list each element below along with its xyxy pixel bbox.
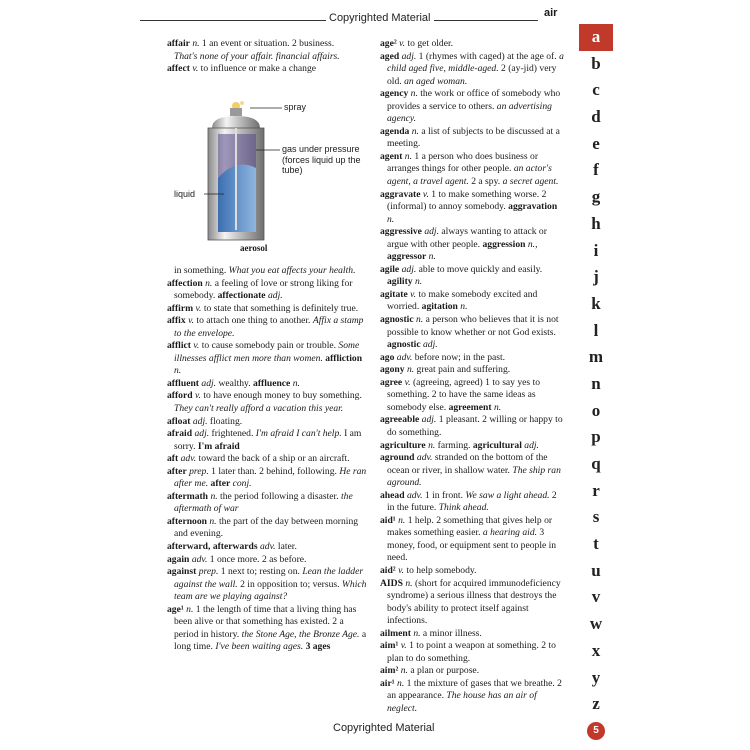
dictionary-entry bbox=[167, 541, 367, 554]
dictionary-entry bbox=[380, 515, 566, 565]
dictionary-entry bbox=[380, 440, 566, 453]
dictionary-entry bbox=[380, 314, 566, 352]
dictionary-entry bbox=[380, 665, 566, 678]
entry-example: an advertising agency. bbox=[387, 100, 552, 125]
dictionary-entry bbox=[167, 38, 367, 51]
dictionary-entry bbox=[167, 303, 367, 316]
dictionary-entry bbox=[380, 452, 566, 490]
entry-headword: affection bbox=[167, 277, 203, 289]
entry-definition: to help somebody. bbox=[404, 564, 477, 576]
entry-part-of-speech: v. bbox=[410, 288, 417, 300]
dictionary-entry bbox=[167, 566, 367, 604]
entry-part-of-speech: v. bbox=[193, 340, 200, 352]
entry-part-of-speech: n. bbox=[210, 490, 218, 502]
entry-headword: age² bbox=[380, 38, 397, 49]
dictionary-entry bbox=[380, 289, 566, 314]
alphabet-tab-i: i bbox=[593, 240, 599, 260]
entry-example: They can't really afford a vacation this year. bbox=[174, 403, 344, 415]
entry-example: I've been waiting ages. bbox=[215, 641, 304, 653]
dictionary-entry bbox=[167, 340, 367, 378]
entry-part-of-speech: v. bbox=[195, 302, 202, 314]
entry-headword: aid¹ bbox=[380, 514, 396, 526]
alphabet-tab-w: w bbox=[589, 614, 603, 634]
entry-headword: again bbox=[167, 553, 190, 565]
entry-headword: afternoon bbox=[167, 515, 207, 527]
alphabet-tab-v: v bbox=[591, 587, 601, 607]
entry-part-of-speech: n. bbox=[493, 401, 502, 413]
dictionary-entry bbox=[167, 390, 367, 415]
entry-part-of-speech: prep. bbox=[198, 566, 219, 578]
entry-definition: 1 to point a weapon at something. 2 to plan to do something. bbox=[387, 640, 556, 664]
entry-headword: agree bbox=[380, 376, 403, 388]
entry-definition: a feeling of love or strong liking for somebody. bbox=[174, 277, 353, 302]
entry-part-of-speech: adj. bbox=[524, 439, 539, 451]
entry-derived-word: agitation bbox=[421, 301, 458, 313]
entry-part-of-speech: adv. bbox=[180, 453, 197, 465]
entry-headword: afraid bbox=[167, 428, 193, 440]
entry-derived-word: I'm afraid bbox=[197, 440, 240, 452]
entry-part-of-speech: v. bbox=[399, 38, 406, 49]
entry-headword: affect bbox=[167, 63, 190, 75]
entry-definition: 2 in opposition to; versus. bbox=[237, 578, 342, 590]
alphabet-tab-a: a bbox=[579, 24, 613, 51]
alphabet-tab-z: z bbox=[592, 694, 600, 714]
entry-example: We saw a light ahead. bbox=[465, 489, 550, 501]
entry-part-of-speech: adv. bbox=[259, 541, 276, 553]
entry-part-of-speech: n., bbox=[527, 238, 538, 250]
entry-part-of-speech: adv. bbox=[396, 351, 413, 363]
dictionary-entry bbox=[380, 126, 566, 151]
entry-definition: floating. bbox=[207, 415, 243, 427]
entry-part-of-speech: n. bbox=[404, 150, 412, 162]
dictionary-entry bbox=[167, 466, 367, 491]
entry-definition: to make somebody excited and worried. bbox=[387, 288, 538, 313]
alphabet-index bbox=[579, 24, 613, 718]
entry-part-of-speech: n. bbox=[415, 314, 424, 326]
left-column-top bbox=[167, 38, 367, 76]
entry-headword: ailment bbox=[380, 627, 411, 639]
entry-headword: aggressive bbox=[380, 226, 422, 238]
entry-definition: 3 money, food, or equipment sent to people in need. bbox=[387, 527, 557, 564]
alphabet-tab-t: t bbox=[593, 534, 599, 554]
dictionary-entry bbox=[167, 491, 367, 516]
page-number: 5 bbox=[587, 722, 605, 740]
alphabet-tab-j: j bbox=[593, 267, 599, 287]
entry-headword: aim¹ bbox=[380, 640, 399, 652]
entry-headword: age¹ bbox=[167, 603, 184, 615]
entry-definition: 1 (rhymes with caged) at the age of. bbox=[416, 50, 560, 62]
entry-headword: agriculture bbox=[380, 439, 426, 451]
dictionary-entry bbox=[380, 51, 566, 89]
dictionary-entry bbox=[380, 640, 566, 665]
entry-derived-word: agnostic bbox=[387, 339, 421, 351]
entry-derived-word: affectionate bbox=[217, 290, 266, 302]
entry-definition: to attach one thing to another. bbox=[194, 315, 313, 327]
entry-headword: affix bbox=[167, 315, 186, 327]
aerosol-can-icon bbox=[170, 98, 370, 258]
entry-headword: agent bbox=[380, 150, 403, 162]
entry-part-of-speech: n. bbox=[192, 38, 200, 49]
entry-headword: against bbox=[167, 566, 197, 578]
label-liquid: liquid bbox=[174, 189, 196, 199]
entry-example: a secret agent. bbox=[502, 176, 559, 188]
entry-definition: 2 a spy. bbox=[468, 176, 503, 188]
entry-part-of-speech: n. bbox=[205, 277, 213, 289]
entry-part-of-speech: n. bbox=[413, 627, 421, 639]
entry-definition: the work or office of somebody who provides a service to others. bbox=[387, 88, 561, 112]
alphabet-tab-y: y bbox=[591, 667, 601, 687]
entry-definition: the period following a disaster. bbox=[217, 490, 342, 502]
dictionary-entry bbox=[167, 378, 367, 391]
entry-definition: later. bbox=[275, 541, 297, 553]
alphabet-tab-c: c bbox=[592, 80, 600, 100]
entry-part-of-speech: n. bbox=[460, 301, 468, 313]
entry-part-of-speech: v. bbox=[404, 376, 411, 388]
dictionary-entry bbox=[380, 352, 566, 365]
entry-headword: afflict bbox=[167, 340, 191, 352]
entry-example: an actor's agent, a travel agent. bbox=[387, 163, 552, 188]
entry-derived-word: affliction bbox=[325, 352, 363, 364]
dictionary-entry bbox=[167, 604, 367, 654]
entry-part-of-speech: n. bbox=[400, 665, 408, 677]
alphabet-tab-u: u bbox=[591, 560, 601, 580]
entry-headword: aftermath bbox=[167, 490, 209, 502]
entry-part-of-speech: adj. bbox=[201, 377, 217, 389]
entry-derived-word: agreement bbox=[448, 401, 492, 413]
dictionary-entry bbox=[167, 315, 367, 340]
dictionary-entry bbox=[380, 377, 566, 415]
entry-part-of-speech: n. bbox=[406, 364, 415, 376]
entry-derived-word: aggressor bbox=[387, 251, 427, 263]
entry-definition: a minor illness. bbox=[420, 627, 482, 639]
entry-derived-word: agility bbox=[387, 276, 413, 288]
entry-definition: able to move quickly and easily. bbox=[416, 263, 543, 275]
entry-part-of-speech: adj. bbox=[421, 414, 437, 426]
entry-headword: affirm bbox=[167, 302, 194, 314]
right-column bbox=[380, 38, 566, 734]
entry-headword: ago bbox=[380, 351, 395, 363]
entry-derived-word: aggravation bbox=[508, 201, 558, 213]
entry-headword: agency bbox=[380, 88, 409, 100]
entry-part-of-speech: adv. bbox=[416, 452, 433, 464]
entry-definition: 1 pleasant. 2 willing or happy to do something. bbox=[387, 414, 563, 438]
entry-example: an aged woman. bbox=[404, 75, 468, 87]
dictionary-entry bbox=[380, 678, 566, 716]
dictionary-entry bbox=[380, 628, 566, 641]
entry-part-of-speech: adv. bbox=[406, 489, 423, 501]
dictionary-entry bbox=[167, 453, 367, 466]
entry-example: The house has an air of neglect. bbox=[387, 690, 537, 714]
entry-part-of-speech: n. bbox=[209, 515, 217, 527]
entry-definition: 2 (ay-jid) very old. bbox=[387, 63, 557, 87]
dictionary-entry bbox=[167, 63, 367, 76]
entry-definition: to state that something is definitely true. bbox=[201, 302, 359, 314]
entry-definition: 1 later than. 2 behind, following. bbox=[208, 465, 340, 477]
entry-part-of-speech: adj. bbox=[422, 339, 438, 351]
entry-part-of-speech: n. bbox=[174, 365, 182, 377]
entry-definition: always wanting to attack or argue with other people. bbox=[387, 226, 547, 250]
entry-part-of-speech: n. bbox=[415, 276, 423, 288]
entry-headword: aim² bbox=[380, 665, 399, 677]
entry-definition: 1 in front. bbox=[422, 489, 466, 501]
entry-headword: agony bbox=[380, 364, 405, 376]
dictionary-entry bbox=[380, 151, 566, 189]
entry-headword: aft bbox=[167, 453, 179, 465]
alphabet-tab-x: x bbox=[591, 640, 601, 660]
alphabet-tab-o: o bbox=[591, 400, 601, 420]
entry-headword: aground bbox=[380, 452, 415, 464]
entry-headword: agenda bbox=[380, 125, 410, 137]
dictionary-entry bbox=[380, 565, 566, 578]
left-column-bottom bbox=[167, 265, 367, 654]
entry-definition: wealthy. bbox=[216, 377, 254, 389]
entry-headword: aggravate bbox=[380, 188, 421, 200]
entry-definition: 1 to make something worse. 2 (informal) to annoy somebody. bbox=[387, 188, 547, 213]
entry-definition: a list of subjects to be discussed at a meeting. bbox=[387, 125, 560, 150]
entry-part-of-speech: n. bbox=[428, 251, 436, 263]
entry-definition: stranded on the bottom of the ocean or river, in shallow water. bbox=[387, 452, 548, 476]
entry-part-of-speech: adj. bbox=[424, 226, 439, 238]
dictionary-entry bbox=[380, 264, 566, 289]
entry-part-of-speech: conj. bbox=[232, 478, 252, 490]
entry-part-of-speech: adj. bbox=[401, 50, 417, 62]
entry-part-of-speech: v. bbox=[188, 315, 195, 327]
entry-definition: the part of the day between morning and evening. bbox=[174, 515, 359, 540]
entry-headword: agreeable bbox=[380, 414, 420, 426]
entry-headword: affair bbox=[167, 38, 190, 49]
alphabet-tab-r: r bbox=[592, 480, 600, 500]
entry-example: the aftermath of war bbox=[174, 490, 353, 515]
entry-headword: agile bbox=[380, 263, 400, 275]
entry-part-of-speech: n. bbox=[428, 439, 436, 451]
guide-word: air bbox=[544, 7, 558, 19]
entry-headword: agnostic bbox=[380, 314, 414, 326]
entry-example: Some illnesses afflict men more than women. bbox=[174, 340, 360, 364]
entry-definition: 1 next to; resting on. bbox=[218, 566, 303, 578]
entry-definition: (short for acquired immunodeficiency syndrome) a serious illness that destroys the body's ability to protect itself against infections. bbox=[387, 577, 561, 627]
entry-derived-word: after bbox=[210, 478, 231, 490]
entry-part-of-speech: n. bbox=[292, 377, 300, 389]
figure-caption: aerosol bbox=[240, 243, 268, 253]
entry-definition: farming. bbox=[435, 439, 473, 451]
entry-definition: to cause somebody pain or trouble. bbox=[199, 340, 339, 352]
entry-part-of-speech: v. bbox=[400, 640, 407, 652]
label-gas: gas under pressure (forces liquid up the tube) bbox=[282, 144, 361, 175]
alphabet-tab-g: g bbox=[591, 187, 601, 207]
entry-definition: to get older. bbox=[405, 38, 454, 49]
dictionary-entry bbox=[167, 278, 367, 303]
entry-part-of-speech: adj. bbox=[401, 263, 417, 275]
alphabet-tab-q: q bbox=[591, 454, 601, 473]
entry-derived-word: affluence bbox=[253, 377, 291, 389]
dictionary-entry bbox=[380, 189, 566, 227]
entry-definition: a plan or purpose. bbox=[407, 665, 480, 677]
entry-part-of-speech: v. bbox=[398, 564, 405, 576]
entry-headword: afterward, afterwards bbox=[167, 541, 258, 553]
header-copyright: Copyrighted Material bbox=[326, 12, 434, 24]
entry-definition: 2 in the future. bbox=[387, 489, 557, 514]
entry-example: He ran after me. bbox=[174, 465, 367, 490]
entry-part-of-speech: adj. bbox=[267, 290, 283, 302]
alphabet-tab-m: m bbox=[588, 347, 604, 367]
entry-definition: 1 an event or situation. 2 business. bbox=[199, 38, 335, 49]
entry-definition: 1 once more. 2 as before. bbox=[207, 553, 307, 565]
entry-definition: frightened. bbox=[209, 428, 256, 440]
entry-example: I'm afraid I can't help. bbox=[255, 428, 342, 440]
entry-definition: 1 a person who does business or arranges things for other people. bbox=[387, 150, 539, 175]
entry-example: the Stone Age, the Bronze Age. bbox=[241, 628, 360, 640]
entry-derived-word: 3 ages bbox=[305, 641, 331, 653]
entry-example: Which team are we playing against? bbox=[174, 578, 367, 603]
entry-definition: before now; in the past. bbox=[412, 351, 506, 363]
entry-part-of-speech: adj. bbox=[192, 415, 208, 427]
alphabet-tab-n: n bbox=[591, 373, 601, 393]
entry-part-of-speech: n. bbox=[405, 577, 413, 589]
entry-definition: 1 the length of time that a living thing has been alive or that something has existed. 2 a period in history. bbox=[174, 603, 357, 640]
aerosol-illustration bbox=[170, 98, 370, 258]
entry-headword: affluent bbox=[167, 377, 199, 389]
entry-headword: air¹ bbox=[380, 677, 395, 689]
entry-part-of-speech: n. bbox=[387, 213, 395, 225]
entry-example: The ship ran aground. bbox=[387, 464, 561, 489]
dictionary-entry bbox=[167, 554, 367, 567]
entry-example: Think ahead. bbox=[438, 502, 489, 514]
dictionary-entry bbox=[380, 38, 566, 51]
alphabet-tab-s: s bbox=[592, 507, 600, 527]
entry-definition: toward the back of a ship or an aircraft. bbox=[196, 453, 350, 465]
entry-headword: afloat bbox=[167, 415, 191, 427]
entry-part-of-speech: v. bbox=[422, 188, 429, 200]
entry-part-of-speech: adv. bbox=[191, 553, 208, 565]
entry-headword: AIDS bbox=[380, 577, 403, 589]
entry-definition: I am sorry. bbox=[174, 428, 362, 452]
entry-definition: a person who believes that it is not possible to know whether or not God exists. bbox=[387, 314, 559, 338]
entry-definition: 1 the mixture of gases that we breathe. 2 an appearance. bbox=[387, 677, 562, 702]
entry-part-of-speech: v. bbox=[192, 63, 199, 75]
alphabet-tab-d: d bbox=[591, 107, 601, 127]
entry-example: Affix a stamp to the envelope. bbox=[174, 315, 364, 339]
dictionary-entry bbox=[380, 490, 566, 515]
entry-part-of-speech: n. bbox=[411, 125, 419, 137]
entry-part-of-speech: prep. bbox=[189, 465, 209, 477]
dictionary-entry bbox=[380, 414, 566, 439]
dictionary-entry bbox=[380, 226, 566, 264]
alphabet-tab-p: p bbox=[591, 427, 601, 447]
entry-part-of-speech: n. bbox=[410, 88, 418, 100]
entry-example: a hearing aid. bbox=[482, 527, 538, 539]
alphabet-tab-l: l bbox=[593, 320, 599, 340]
entry-part-of-speech: adj. bbox=[194, 428, 210, 440]
label-spray: spray bbox=[284, 102, 307, 112]
entry-headword: aged bbox=[380, 50, 400, 62]
entry-example: What you eat affects your health. bbox=[228, 265, 356, 276]
entry-part-of-speech: n. bbox=[186, 603, 194, 615]
entry-part-of-speech: n. bbox=[398, 514, 406, 526]
dictionary-entry bbox=[380, 578, 566, 628]
dictionary-entry bbox=[167, 428, 367, 453]
alphabet-tab-b: b bbox=[591, 53, 601, 73]
dictionary-entry bbox=[167, 265, 367, 278]
alphabet-tab-k: k bbox=[591, 293, 601, 313]
entry-definition: to influence or make a change bbox=[198, 63, 316, 75]
entry-example: a child aged five, middle-aged. bbox=[387, 50, 564, 75]
entry-part-of-speech: n. bbox=[397, 677, 405, 689]
dictionary-entry bbox=[167, 516, 367, 541]
entry-headword: agitate bbox=[380, 288, 408, 300]
entry-example: That's none of your affair. financial affairs. bbox=[174, 50, 340, 62]
dictionary-entry bbox=[167, 51, 367, 64]
entry-definition: a long time. bbox=[174, 628, 367, 653]
entry-continuation: in something. bbox=[174, 265, 229, 276]
entry-definition: to have enough money to buy something. bbox=[200, 390, 362, 402]
entry-headword: aid² bbox=[380, 564, 396, 576]
dictionary-entry bbox=[380, 364, 566, 377]
entry-derived-word: agricultural bbox=[472, 439, 522, 451]
alphabet-tab-h: h bbox=[591, 213, 601, 233]
entry-headword: after bbox=[167, 465, 187, 477]
entry-definition: 1 help. 2 something that gives help or makes something easier. bbox=[387, 514, 553, 539]
entry-example: Lean the ladder against the wall. bbox=[174, 566, 364, 590]
entry-part-of-speech: v. bbox=[194, 390, 201, 402]
dictionary-entry bbox=[167, 416, 367, 429]
entry-headword: ahead bbox=[380, 489, 405, 501]
entry-headword: afford bbox=[167, 390, 193, 402]
footer-copyright: Copyrighted Material bbox=[330, 722, 438, 734]
entry-definition: (agreeing, agreed) 1 to say yes to something. 2 to have the same ideas as somebody else. bbox=[387, 376, 541, 413]
alphabet-tab-f: f bbox=[593, 160, 599, 180]
entry-definition: great pain and suffering. bbox=[414, 364, 511, 376]
entry-derived-word: aggression bbox=[482, 238, 526, 250]
dictionary-entry bbox=[380, 88, 566, 126]
alphabet-tab-e: e bbox=[592, 133, 600, 153]
